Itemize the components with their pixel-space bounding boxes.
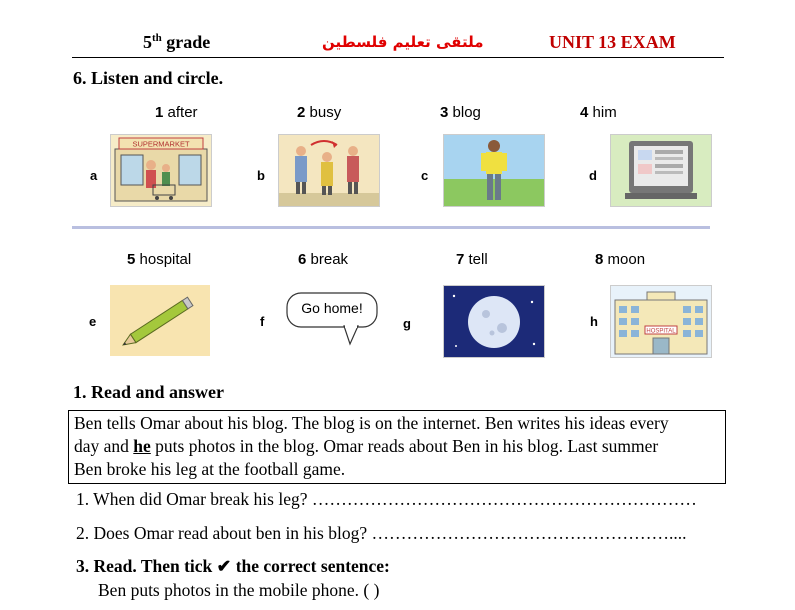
passage-text: Ben tells Omar about his blog. The blog is on the internet. Ben writes his ideas every day and he puts photos in the blog. Omar reads about Ben in his blog. Last summer Ben broke his leg at the football game. [74,413,669,479]
word-item-3: 3 blog [440,104,481,121]
hospital-sign: HOSPITAL [646,328,676,335]
arabic-title: ملتقى تعليم فلسطين [322,33,484,51]
section-title-listen: 6. Listen and circle. [73,68,224,88]
computer-picture [610,134,712,207]
boy-picture [443,134,545,207]
word-item-8: 8 moon [595,251,646,268]
question-3-sentence: Ben puts photos in the mobile phone. ( ) [98,580,380,600]
moon-picture [443,285,545,358]
supermarket-sign: SUPERMARKET [132,139,190,149]
word-item-1: 1 after [155,104,198,121]
letter-e: e [89,314,97,329]
word-item-6: 6 break [298,251,349,268]
unit-title: UNIT 13 EXAM [549,32,676,52]
word-item-5: 5 hospital [127,251,192,268]
question-2: 2. Does Omar read about ben in his blog? …………………………………………….... [76,523,687,543]
grade-label: 5th grade [143,32,211,52]
speech-text: Go home! [301,300,363,316]
question-1: 1. When did Omar break his leg? ………………………………………………………… [76,489,697,509]
letter-b: b [257,168,265,183]
header-rule [72,57,724,58]
word-item-4: 4 him [580,104,617,121]
pencil-picture [110,285,210,356]
letter-a: a [90,168,98,183]
row-separator [72,226,710,229]
people-picture [278,134,380,207]
section-title-read: 1. Read and answer [73,382,225,402]
word-item-2: 2 busy [297,104,342,121]
letter-h: h [590,314,598,329]
question-3: 3. Read. Then tick ✔ the correct sentence: [76,556,390,576]
speech-bubble [286,292,378,328]
letter-c: c [421,168,429,183]
word-item-7: 7 tell [456,251,488,268]
hospital-picture [610,285,712,358]
letter-d: d [589,168,597,183]
supermarket-picture [110,134,212,207]
letter-f: f [260,314,265,329]
letter-g: g [403,316,411,331]
